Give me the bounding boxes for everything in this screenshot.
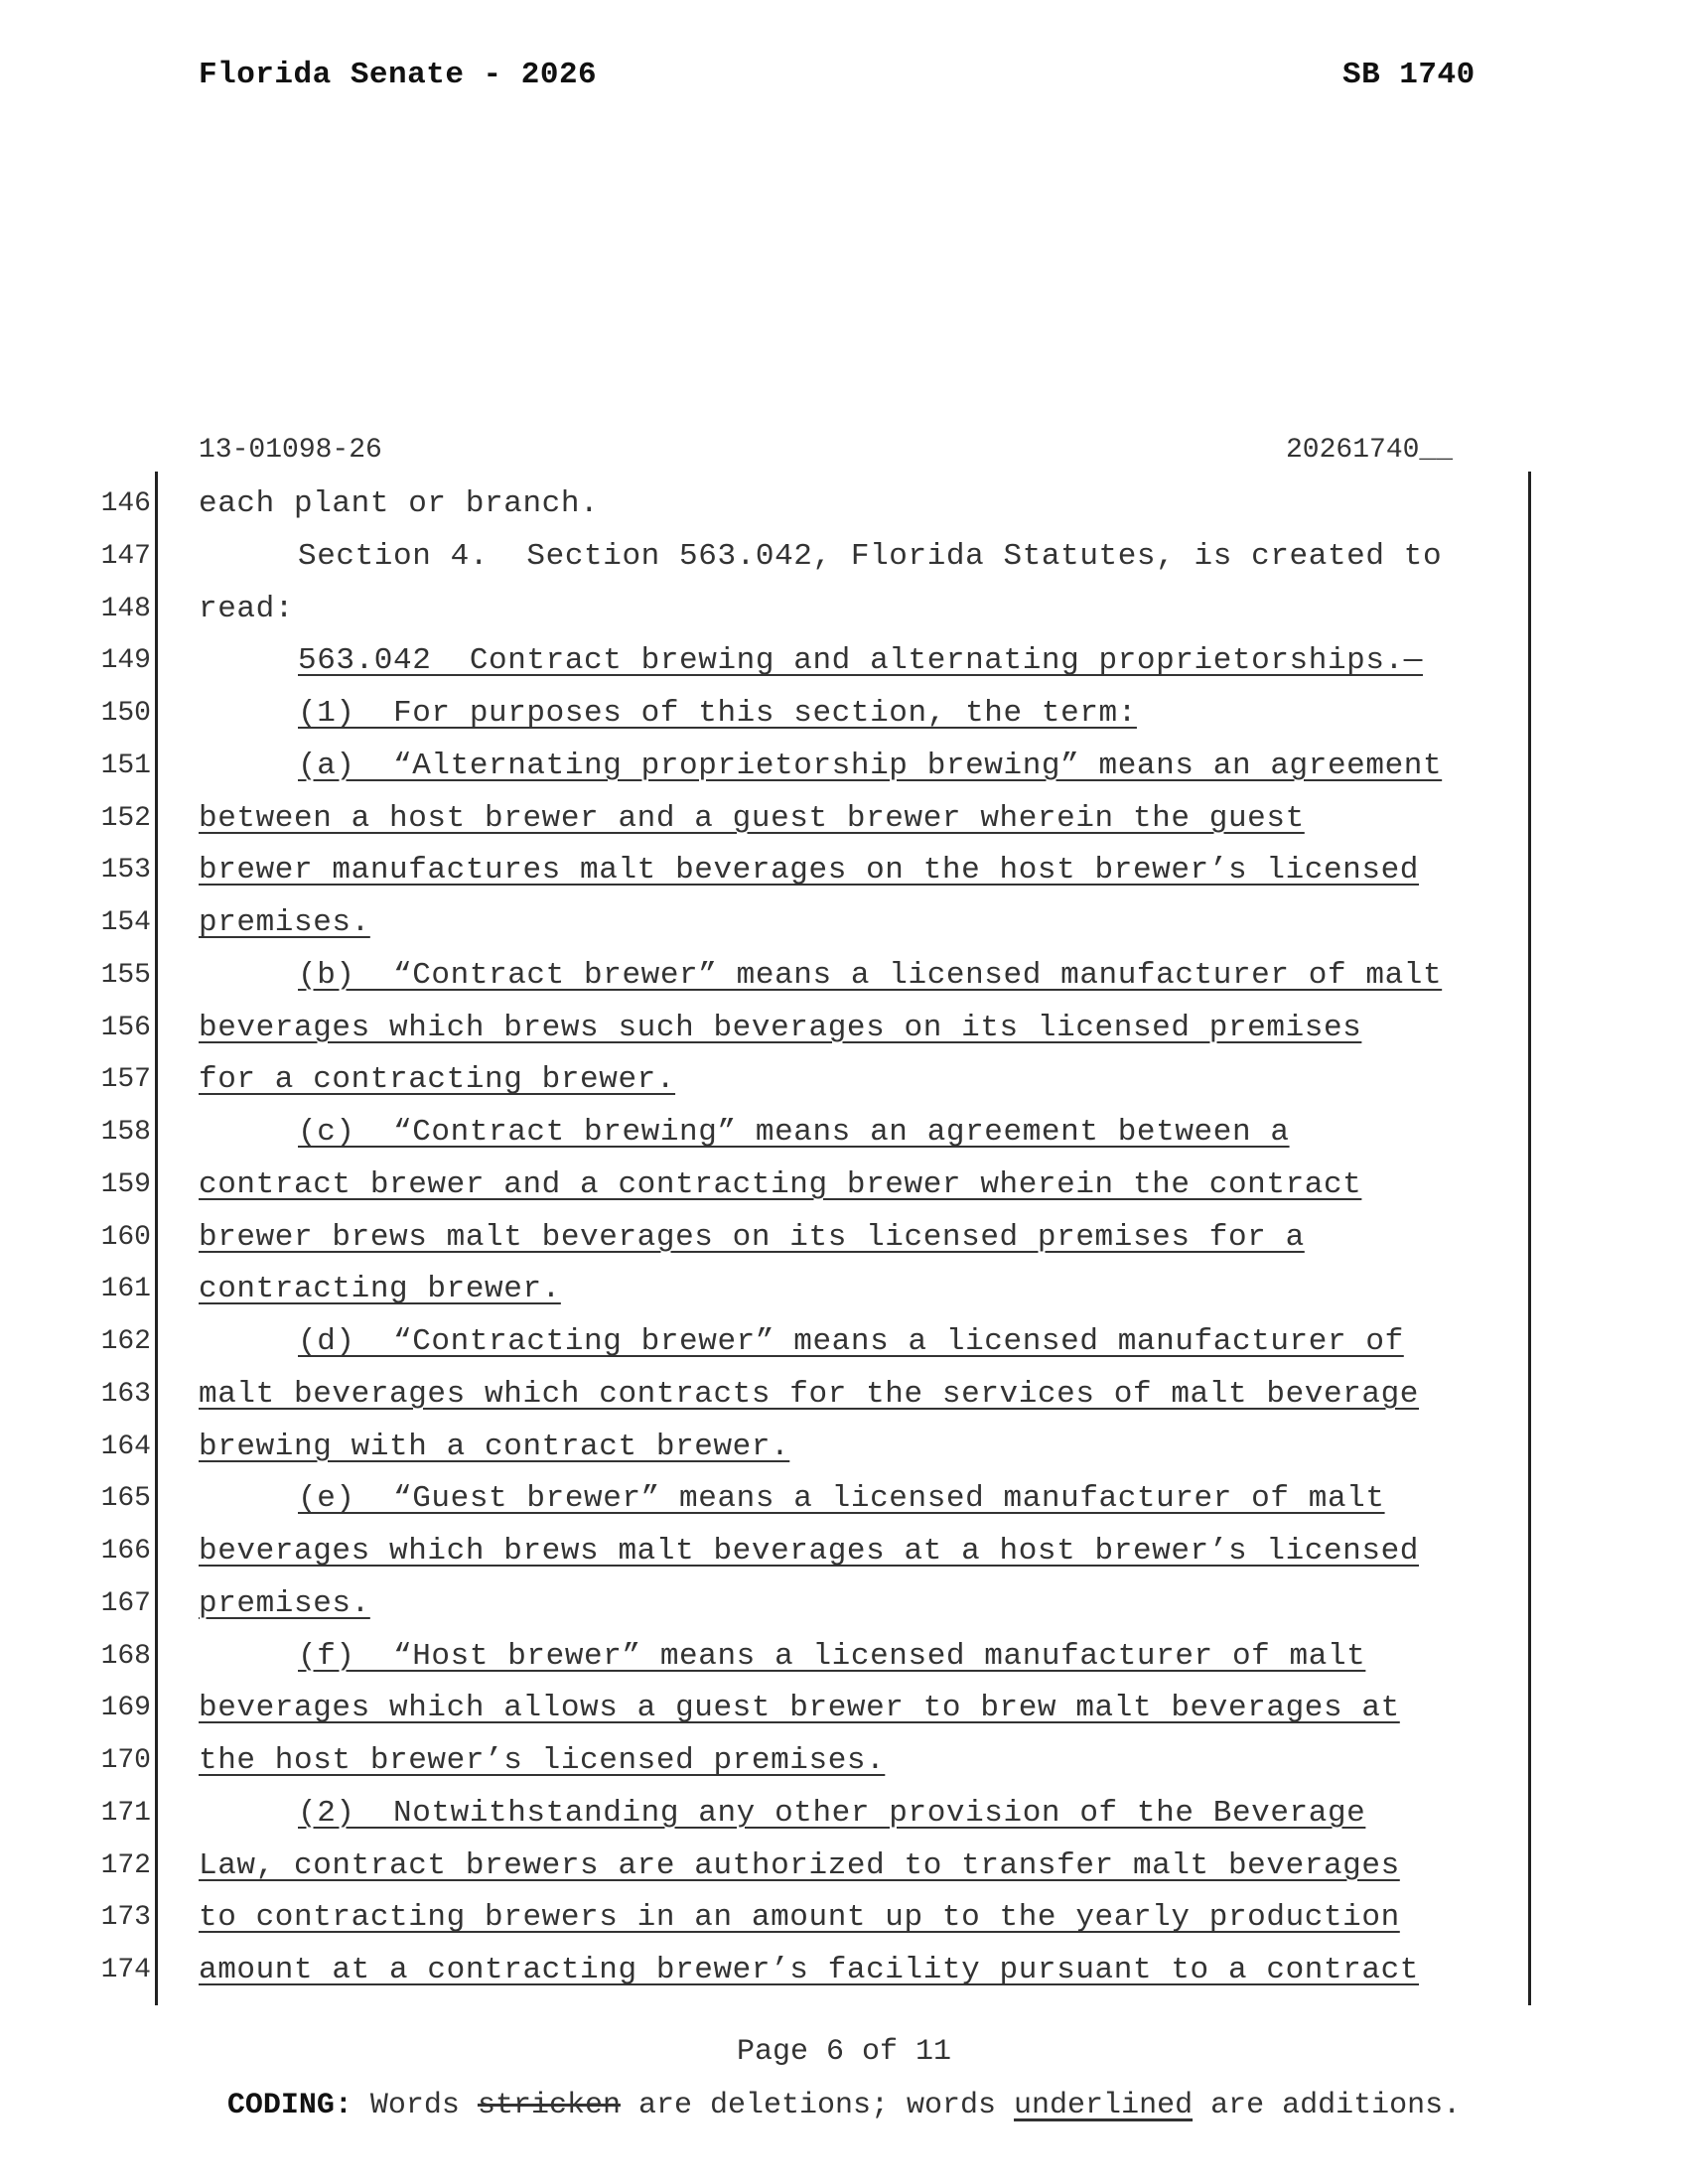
page-number: Page 6 of 11 bbox=[736, 2035, 952, 2069]
line-text: premises. bbox=[199, 905, 370, 940]
line-number: 148 bbox=[100, 593, 151, 624]
line-number: 168 bbox=[100, 1640, 151, 1672]
bill-line bbox=[0, 1578, 1688, 1631]
bill-line bbox=[0, 584, 1688, 636]
line-text: between a host brewer and a guest brewer wherein the guest bbox=[199, 800, 1305, 836]
line-number: 161 bbox=[100, 1274, 151, 1305]
header-chamber: Florida Senate - 2026 bbox=[199, 58, 598, 92]
line-text: to contracting brewers in an amount up to the yearly production bbox=[199, 1900, 1400, 1936]
line-number: 165 bbox=[100, 1483, 151, 1515]
line-number: 170 bbox=[100, 1745, 151, 1776]
line-text: the host brewer’s licensed premises. bbox=[199, 1743, 886, 1778]
bill-line bbox=[0, 1683, 1688, 1735]
line-text: brewer brews malt beverages on its licensed premises for a bbox=[199, 1219, 1305, 1255]
bill-line bbox=[0, 1945, 1688, 1997]
line-number: 150 bbox=[100, 698, 151, 729]
bill-line bbox=[0, 1264, 1688, 1316]
bill-line bbox=[0, 845, 1688, 897]
bill-line bbox=[0, 1160, 1688, 1212]
line-number: 149 bbox=[100, 645, 151, 677]
bill-line bbox=[0, 1422, 1688, 1474]
bill-line bbox=[0, 1003, 1688, 1055]
bill-line bbox=[0, 688, 1688, 741]
line-text: (b) “Contract brewer” means a licensed manufacturer of malt bbox=[298, 957, 1443, 993]
bill-line bbox=[0, 1316, 1688, 1369]
line-text: contracting brewer. bbox=[199, 1272, 561, 1307]
bill-text-lines bbox=[0, 478, 1688, 1997]
bill-line bbox=[0, 531, 1688, 584]
line-number: 163 bbox=[100, 1378, 151, 1410]
coding-legend bbox=[0, 2089, 1688, 2122]
bill-line bbox=[0, 1735, 1688, 1788]
line-text: contract brewer and a contracting brewer wherein the contract bbox=[199, 1166, 1362, 1202]
line-text: (e) “Guest brewer” means a licensed manufacturer of malt bbox=[298, 1481, 1385, 1517]
line-text: Law, contract brewers are authorized to transfer malt beverages bbox=[199, 1847, 1400, 1883]
line-text: malt beverages which contracts for the services of malt beverage bbox=[199, 1376, 1419, 1412]
line-number: 156 bbox=[100, 1012, 151, 1043]
line-number: 146 bbox=[100, 488, 151, 519]
bill-line bbox=[0, 635, 1688, 688]
line-text: read: bbox=[199, 591, 295, 626]
line-number: 153 bbox=[100, 855, 151, 887]
line-text: brewing with a contract brewer. bbox=[199, 1429, 790, 1464]
line-text: premises. bbox=[199, 1585, 370, 1621]
line-text: beverages which brews malt beverages at a host brewer’s licensed bbox=[199, 1534, 1419, 1569]
bill-line bbox=[0, 950, 1688, 1003]
line-text: beverages which brews such beverages on its licensed premises bbox=[199, 1010, 1362, 1045]
bill-code: 20261740__ bbox=[1286, 435, 1454, 466]
line-text: (1) For purposes of this section, the term: bbox=[298, 696, 1137, 731]
bill-line bbox=[0, 1631, 1688, 1684]
line-number: 154 bbox=[100, 907, 151, 938]
line-text: each plant or branch. bbox=[199, 486, 600, 521]
line-number: 159 bbox=[100, 1168, 151, 1200]
coding-underlined-sample: underlined bbox=[1014, 2089, 1194, 2122]
line-number: 158 bbox=[100, 1117, 151, 1148]
line-text: (f) “Host brewer” means a licensed manufacturer of malt bbox=[298, 1638, 1366, 1674]
line-number: 152 bbox=[100, 802, 151, 834]
bill-line bbox=[0, 741, 1688, 793]
line-text: 563.042 Contract brewing and alternating proprietorships.— bbox=[298, 643, 1423, 679]
line-number: 162 bbox=[100, 1326, 151, 1357]
coding-text-2: are deletions; words bbox=[620, 2089, 1015, 2122]
coding-text-1: Words bbox=[352, 2089, 478, 2122]
line-number: 172 bbox=[100, 1849, 151, 1881]
line-number: 160 bbox=[100, 1221, 151, 1253]
line-number: 174 bbox=[100, 1955, 151, 1985]
line-text: (d) “Contracting brewer” means a licensed manufacturer of bbox=[298, 1324, 1404, 1359]
line-text: beverages which allows a guest brewer to brew malt beverages at bbox=[199, 1691, 1400, 1726]
line-number: 164 bbox=[100, 1431, 151, 1462]
line-text: (a) “Alternating proprietorship brewing” means an agreement bbox=[298, 748, 1443, 783]
line-number: 167 bbox=[100, 1587, 151, 1619]
bill-line bbox=[0, 897, 1688, 950]
bill-line bbox=[0, 1212, 1688, 1265]
bill-line bbox=[0, 1892, 1688, 1945]
line-number: 157 bbox=[100, 1064, 151, 1096]
bill-line bbox=[0, 1526, 1688, 1578]
header-bill-number: SB 1740 bbox=[1342, 58, 1476, 92]
coding-text-3: are additions. bbox=[1193, 2089, 1462, 2122]
bill-line bbox=[0, 1788, 1688, 1841]
coding-label: CODING: bbox=[226, 2089, 352, 2122]
bill-line bbox=[0, 478, 1688, 531]
line-text: for a contracting brewer. bbox=[199, 1062, 676, 1098]
line-number: 169 bbox=[100, 1693, 151, 1724]
line-text: amount at a contracting brewer’s facility pursuant to a contract bbox=[199, 1953, 1419, 1987]
line-number: 171 bbox=[100, 1797, 151, 1829]
line-number: 155 bbox=[100, 959, 151, 991]
bill-line bbox=[0, 1369, 1688, 1422]
line-text: brewer manufactures malt beverages on the host brewer’s licensed bbox=[199, 853, 1419, 888]
line-text: (c) “Contract brewing” means an agreement between a bbox=[298, 1115, 1290, 1150]
bill-line bbox=[0, 1473, 1688, 1526]
line-text: Section 4. Section 563.042, Florida Statutes, is created to bbox=[298, 538, 1443, 574]
line-number: 173 bbox=[100, 1902, 151, 1934]
bill-line bbox=[0, 1107, 1688, 1160]
document-id: 13-01098-26 bbox=[199, 435, 382, 466]
line-number: 151 bbox=[100, 750, 151, 781]
line-number: 147 bbox=[100, 540, 151, 572]
bill-line bbox=[0, 1841, 1688, 1893]
bill-line bbox=[0, 1054, 1688, 1107]
coding-stricken-sample: stricken bbox=[477, 2089, 621, 2122]
bill-line bbox=[0, 793, 1688, 846]
line-number: 166 bbox=[100, 1536, 151, 1567]
line-text: (2) Notwithstanding any other provision of the Beverage bbox=[298, 1795, 1366, 1831]
